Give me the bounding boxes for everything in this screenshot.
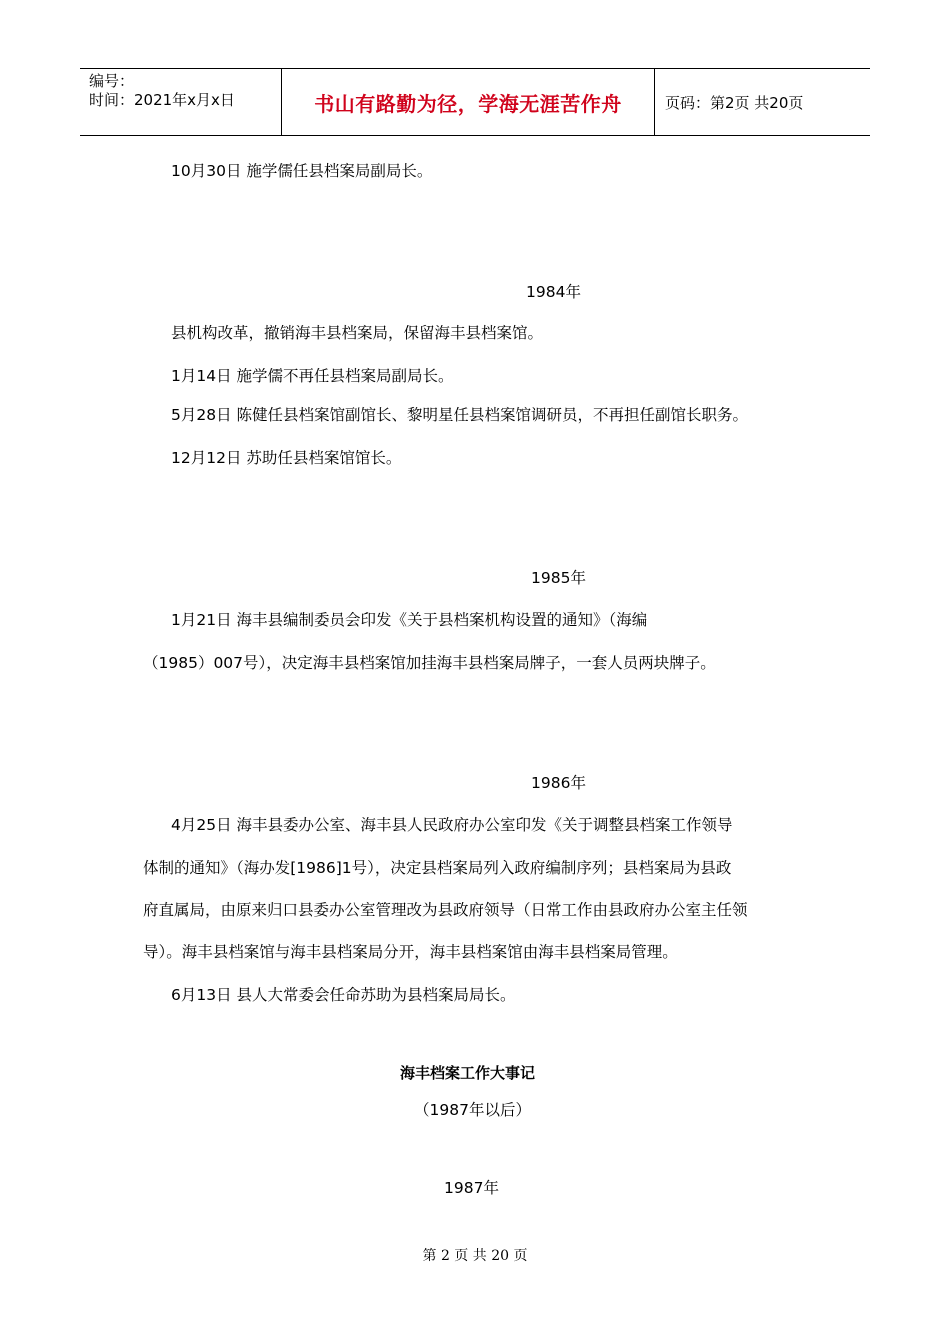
event-1984-dec12: 12月12日 苏助任县档案馆馆长。 [171,449,402,467]
year-heading-1985: 1985年 [531,569,586,587]
event-1984-jan14: 1月14日 施学儒不再任县档案局副局长。 [171,367,454,385]
event-1985-jan21-line2: （1985）007号），决定海丰县档案馆加挂海丰县档案局牌子，一套人员两块牌子。 [143,654,716,672]
page-footer: 第 2 页 共 20 页 [422,1248,528,1264]
section-title: 海丰档案工作大事记 [400,1064,536,1082]
year-heading-1984: 1984年 [526,283,581,301]
header-page-info: 页码：第2页 共20页 [665,93,804,112]
section-subtitle: （1987年以后） [414,1101,531,1119]
year-heading-1987: 1987年 [444,1179,499,1197]
event-1986-apr25-line2: 体制的通知》（海办发[1986]1号），决定县档案局列入政府编制序列；县档案局为县政 [143,859,732,877]
event-1986-apr25-line4: 导）。海丰县档案馆与海丰县档案局分开，海丰县档案馆由海丰县档案局管理。 [143,943,678,961]
event-1984-may28: 5月28日 陈健任县档案馆副馆长、黎明星任县档案馆调研员，不再担任副馆长职务。 [171,406,749,424]
year-heading-1986: 1986年 [531,774,586,792]
page-header [80,68,870,136]
header-meta-cell [80,69,282,135]
document-number-label: 编号： [89,72,135,90]
header-motto: 书山有路勤为径，学海无涯苦作舟 [282,69,655,135]
event-1985-jan21-line1: 1月21日 海丰县编制委员会印发《关于县档案机构设置的通知》（海编 [171,611,648,629]
event-1983-oct30: 10月30日 施学儒任县档案局副局长。 [171,162,433,180]
event-1986-jun13: 6月13日 县人大常委会任命苏助为县档案局局长。 [171,986,516,1004]
event-1986-apr25-line1: 4月25日 海丰县委办公室、海丰县人民政府办公室印发《关于调整县档案工作领导 [171,816,733,834]
event-1986-apr25-line3: 府直属局，由原来归口县委办公室管理改为县政府领导（日常工作由县政府办公室主任领 [143,901,748,919]
event-1984-intro: 县机构改革，撤销海丰县档案局，保留海丰县档案馆。 [171,324,544,342]
document-time-label: 时间：2021年x月x日 [89,91,235,109]
